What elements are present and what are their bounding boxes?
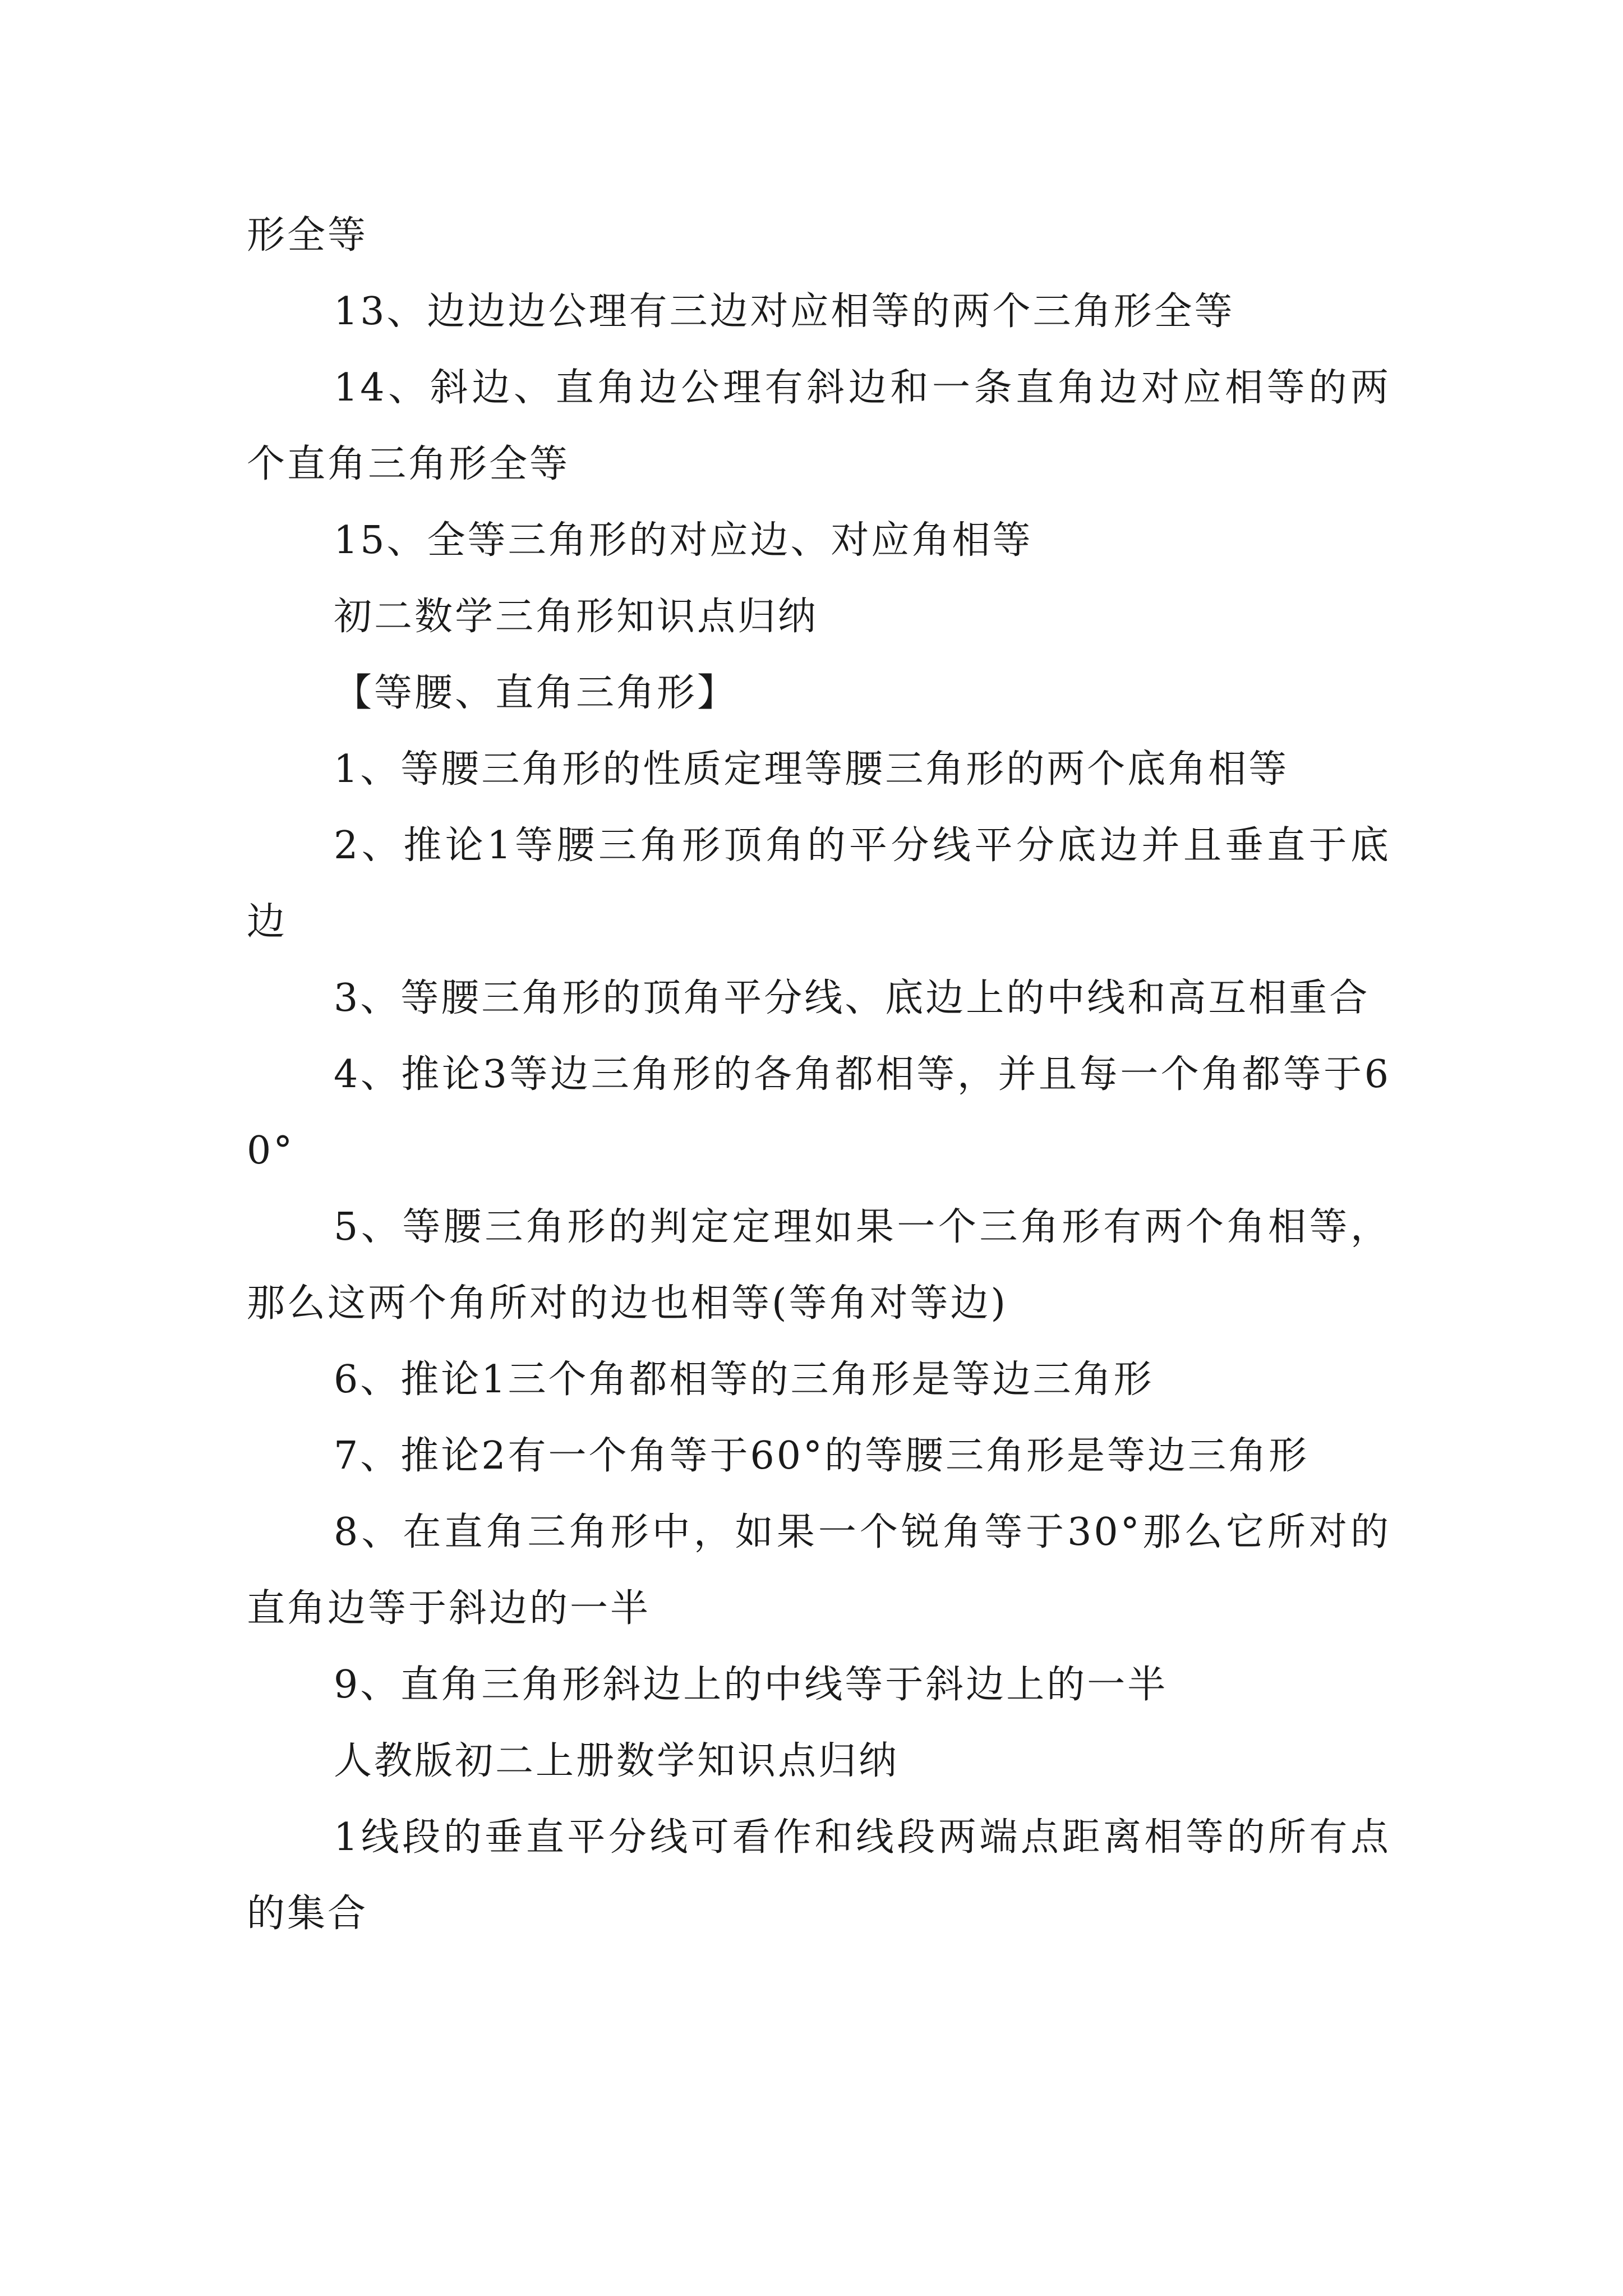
paragraph-17: 1线段的垂直平分线可看作和线段两端点距离相等的所有点的集合 [247, 1815, 1391, 1936]
paragraph-12: 6、推论1三个角都相等的三角形是等边三角形 [334, 1358, 1154, 1402]
paragraph-14: 8、在直角三角形中，如果一个锐角等于30°那么它所对的直角边等于斜边的一半 [247, 1510, 1391, 1631]
paragraph-7: 1、等腰三角形的性质定理等腰三角形的两个底角相等 [334, 747, 1289, 792]
paragraph-3: 14、斜边、直角边公理有斜边和一条直角边对应相等的两个直角三角形全等 [247, 366, 1391, 486]
paragraph-1: 形全等 [247, 213, 368, 257]
paragraph-9: 3、等腰三角形的顶角平分线、底边上的中线和高互相重合 [334, 976, 1370, 1020]
section-heading-isosceles-right: 【等腰、直角三角形】 [334, 671, 738, 715]
paragraph-11: 5、等腰三角形的判定定理如果一个三角形有两个角相等，那么这两个角所对的边也相等(等角对等边) [247, 1205, 1391, 1326]
document-body [247, 197, 1391, 1952]
paragraph-4: 15、全等三角形的对应边、对应角相等 [334, 518, 1033, 563]
paragraph-2: 13、边边边公理有三边对应相等的两个三角形全等 [334, 289, 1235, 334]
paragraph-15: 9、直角三角形斜边上的中线等于斜边上的一半 [334, 1663, 1168, 1707]
paragraph-8: 2、推论1等腰三角形顶角的平分线平分底边并且垂直于底边 [247, 823, 1391, 944]
section-heading-textbook-summary: 人教版初二上册数学知识点归纳 [334, 1739, 900, 1783]
section-heading-triangle-summary: 初二数学三角形知识点归纳 [334, 595, 819, 639]
paragraph-13: 7、推论2有一个角等于60°的等腰三角形是等边三角形 [334, 1434, 1310, 1478]
paragraph-10: 4、推论3等边三角形的各角都相等，并且每一个角都等于60° [247, 1052, 1391, 1173]
